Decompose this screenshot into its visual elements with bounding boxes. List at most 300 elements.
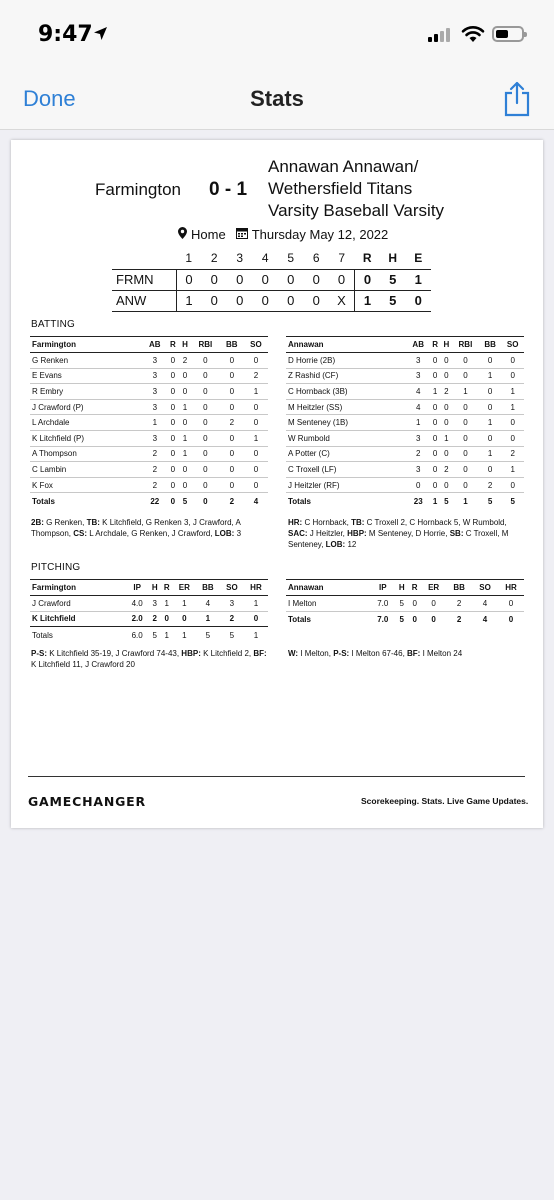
stat-cell: 5 <box>395 596 408 612</box>
stat-cell: 0 <box>167 353 179 369</box>
stat-cell: 1 <box>501 399 524 415</box>
stat-cell: 1 <box>479 446 502 462</box>
column-header: BB <box>446 580 472 596</box>
note-key: LOB: <box>214 529 235 538</box>
total-cell: 5 <box>501 493 524 510</box>
totals-label: Totals <box>32 630 53 640</box>
inning-runs: 0 <box>329 269 355 290</box>
note-key: SAC: <box>288 529 308 538</box>
calendar-icon <box>236 227 248 242</box>
stat-cell: 1 <box>407 415 430 431</box>
inning-runs: 0 <box>227 269 253 290</box>
note-key: HBP: <box>347 529 367 538</box>
done-button[interactable]: Done <box>23 86 76 111</box>
stat-cell: 0 <box>179 384 191 400</box>
column-header: H <box>395 580 408 596</box>
inning-runs: 0 <box>253 290 279 311</box>
stat-cell: 0 <box>429 462 440 478</box>
table-row <box>30 446 268 462</box>
page-title: Stats <box>250 86 304 111</box>
stat-cell: 0 <box>429 399 440 415</box>
inning-runs: 0 <box>278 290 304 311</box>
stat-cell: 0 <box>441 477 452 493</box>
stat-cell: 1 <box>143 415 167 431</box>
inning-header: 1 <box>185 251 193 266</box>
table-row <box>286 399 524 415</box>
stat-cell: 1 <box>179 399 191 415</box>
stat-cell: 0 <box>220 446 244 462</box>
status-time: 9:47 <box>38 22 93 47</box>
column-header: SO <box>220 580 244 596</box>
note-value: C Troxell 2, C Hornback 5, W Rumbold, <box>364 518 507 527</box>
stat-cell: 0 <box>452 353 479 369</box>
total-hits: 5 <box>380 290 406 311</box>
pitching-section-title: PITCHING <box>31 562 81 573</box>
location-arrow-icon <box>93 26 108 46</box>
stat-cell: 2 <box>407 446 430 462</box>
player-name: I Melton <box>286 596 370 612</box>
home-batting-table <box>30 336 268 510</box>
stat-cell: 0 <box>479 462 502 478</box>
column-header: BB <box>220 337 244 353</box>
stat-cell: 0 <box>441 353 452 369</box>
stat-cell: 1 <box>429 384 440 400</box>
note-key: W: <box>288 649 299 658</box>
stat-cell: 0 <box>452 415 479 431</box>
table-header <box>286 580 524 596</box>
column-header: SO <box>244 337 268 353</box>
stat-cell: 1 <box>173 596 196 612</box>
blank-cell <box>112 248 176 269</box>
player-name: C Hornback (3B) <box>286 384 407 400</box>
player-name: D Horrie (2B) <box>286 353 407 369</box>
stat-cell: 0 <box>479 384 502 400</box>
stat-cell: 0 <box>501 353 524 369</box>
stat-cell: 3 <box>407 462 430 478</box>
total-cell: 2 <box>446 611 472 628</box>
player-name: L Archdale <box>30 415 143 431</box>
team-column-header: Annawan <box>286 580 370 596</box>
stat-cell: 3 <box>407 368 430 384</box>
total-cell: 23 <box>407 493 430 510</box>
total-cell: 1 <box>429 493 440 510</box>
stat-cell: 0 <box>452 368 479 384</box>
total-cell: 2 <box>220 493 244 510</box>
total-cell: 7.0 <box>370 611 395 628</box>
stat-cell: 0 <box>441 368 452 384</box>
away-pitching-table <box>286 579 524 628</box>
note-value: I Melton 67-46, <box>349 649 408 658</box>
totals-row <box>30 627 268 644</box>
hits-header: H <box>388 251 398 266</box>
stat-cell: 0 <box>167 384 179 400</box>
total-cell: 22 <box>143 493 167 510</box>
game-location: Home <box>191 227 226 242</box>
stat-cell: 2 <box>446 596 472 612</box>
total-errors: 1 <box>406 269 432 290</box>
totals-label: Totals <box>30 493 143 510</box>
table-row <box>30 462 268 478</box>
note-key: HR: <box>288 518 303 527</box>
total-cell: 5 <box>395 611 408 628</box>
column-header: R <box>167 337 179 353</box>
stats-document <box>11 140 543 828</box>
inning-runs: 0 <box>304 269 330 290</box>
stat-cell: 0 <box>244 353 268 369</box>
inning-header: 5 <box>287 251 295 266</box>
stat-cell: 0 <box>244 399 268 415</box>
note-value: I Melton, <box>298 649 334 658</box>
stat-cell: 0 <box>179 462 191 478</box>
column-header: R <box>408 580 421 596</box>
note-key: TB: <box>86 518 100 527</box>
totals-row <box>30 493 268 510</box>
note-value: J Heitzler, <box>307 529 348 538</box>
note-value: K Litchfield 35-19, J Crawford 74-43, <box>47 649 182 658</box>
total-runs: 1 <box>355 290 381 311</box>
total-cell: 0 <box>498 611 524 628</box>
stat-cell: 1 <box>479 368 502 384</box>
note-value: M Senteney, D Horrie, <box>366 529 450 538</box>
stat-cell: 1 <box>179 430 191 446</box>
note-key: P-S: <box>31 649 47 658</box>
note-key: P-S: <box>333 649 350 658</box>
stat-cell: 2 <box>179 353 191 369</box>
team-column-header: Farmington <box>30 337 143 353</box>
game-info <box>178 227 388 242</box>
stat-cell: 0 <box>167 399 179 415</box>
away-team-line: Annawan Annawan/ <box>268 157 419 176</box>
home-pitching-notes <box>31 648 271 670</box>
note-value: K Litchfield 2, <box>200 649 254 658</box>
player-name: C Lambin <box>30 462 143 478</box>
stat-cell: 1 <box>501 384 524 400</box>
total-cell: 1 <box>452 493 479 510</box>
stat-cell: 4.0 <box>126 596 149 612</box>
stat-cell: 0 <box>501 368 524 384</box>
note-key: 2B: <box>31 518 44 527</box>
stat-cell: 4 <box>407 384 430 400</box>
stat-cell: 3 <box>143 353 167 369</box>
table-header <box>30 337 268 353</box>
stat-cell: 0 <box>244 477 268 493</box>
table-row <box>286 596 524 612</box>
note-value: K Litchfield, G Renken 3, J Crawford, A Thompson, <box>31 518 241 538</box>
total-cell: 5 <box>479 493 502 510</box>
column-header: HR <box>244 580 268 596</box>
stat-cell: 2 <box>143 477 167 493</box>
line-score-row <box>112 269 431 290</box>
stat-cell: 0 <box>220 477 244 493</box>
stat-cell: 0 <box>452 446 479 462</box>
column-header: ER <box>421 580 446 596</box>
column-header: RBI <box>452 337 479 353</box>
team-abbrev: ANW <box>112 290 176 311</box>
stat-cell: 2 <box>149 611 161 627</box>
column-header: HR <box>498 580 524 596</box>
table-row <box>30 384 268 400</box>
note-value: L Archdale, G Renken, J Crawford, <box>87 529 215 538</box>
stat-cell: 0 <box>429 353 440 369</box>
stat-cell: 2 <box>244 368 268 384</box>
total-errors: 0 <box>406 290 432 311</box>
totals-label: Totals <box>286 611 370 628</box>
stat-cell: 0 <box>191 399 220 415</box>
line-score <box>112 248 431 312</box>
stat-cell: 0 <box>179 477 191 493</box>
stat-cell: 0 <box>441 399 452 415</box>
total-cell: 4 <box>244 493 268 510</box>
total-cell: 5 <box>205 630 211 640</box>
player-name: A Potter (C) <box>286 446 407 462</box>
stat-cell: 1 <box>244 384 268 400</box>
stat-cell: 0 <box>429 430 440 446</box>
stat-cell: 0 <box>421 596 446 612</box>
note-key: CS: <box>73 529 88 538</box>
table-row <box>30 430 268 446</box>
wifi-icon <box>461 25 485 48</box>
column-header: RBI <box>191 337 220 353</box>
stat-cell: 0 <box>501 415 524 431</box>
stat-cell: 0 <box>191 384 220 400</box>
inning-header: 6 <box>312 251 320 266</box>
away-batting-table <box>286 336 524 510</box>
away-batting-notes <box>288 517 528 550</box>
player-name: K Litchfield <box>30 611 126 627</box>
player-name: M Heitzler (SS) <box>286 399 407 415</box>
table-row <box>286 384 524 400</box>
stat-cell: 0 <box>429 446 440 462</box>
player-name: J Heitzler (RF) <box>286 477 407 493</box>
table-row <box>286 368 524 384</box>
player-name: G Renken <box>30 353 143 369</box>
column-header: H <box>179 337 191 353</box>
total-cell: 1 <box>253 630 259 640</box>
stat-cell: 0 <box>179 368 191 384</box>
player-name: K Fox <box>30 477 143 493</box>
stat-cell: 0 <box>191 430 220 446</box>
total-cell: 6.0 <box>131 630 143 640</box>
battery-icon <box>492 26 524 42</box>
note-key: SB: <box>449 529 464 538</box>
stat-cell: 2 <box>501 446 524 462</box>
stat-cell: 0 <box>441 415 452 431</box>
note-key: LOB: <box>325 540 346 549</box>
team-abbrev: FRMN <box>112 269 176 290</box>
location-pin-icon <box>178 227 187 242</box>
stat-cell: 1 <box>179 446 191 462</box>
table-header <box>286 337 524 353</box>
stat-cell: 0 <box>479 353 502 369</box>
table-row <box>30 477 268 493</box>
column-header: R <box>429 337 440 353</box>
errors-header: E <box>414 251 423 266</box>
table-row <box>30 368 268 384</box>
stat-cell: 0 <box>501 477 524 493</box>
home-pitching-table <box>30 579 268 644</box>
table-row <box>286 477 524 493</box>
column-header: BB <box>479 337 502 353</box>
note-value: G Renken, <box>43 518 87 527</box>
stat-cell: 0 <box>244 462 268 478</box>
stat-cell: 0 <box>167 368 179 384</box>
inning-runs: X <box>329 290 355 311</box>
note-value: K Litchfield 11, J Crawford 20 <box>31 660 135 669</box>
stat-cell: 3 <box>149 596 161 612</box>
stat-cell: 0 <box>452 462 479 478</box>
line-score-header <box>112 248 431 269</box>
column-header: BB <box>196 580 220 596</box>
note-key: HBP: <box>181 649 201 658</box>
runs-header: R <box>362 251 372 266</box>
stat-cell: 0 <box>244 611 268 627</box>
column-header: AB <box>143 337 167 353</box>
gamechanger-logo: GAMECHANGER <box>28 794 146 809</box>
stat-cell: 0 <box>501 430 524 446</box>
inning-runs: 0 <box>227 290 253 311</box>
stat-cell: 1 <box>501 462 524 478</box>
note-key: BF: <box>407 649 421 658</box>
stat-cell: 0 <box>220 430 244 446</box>
inning-runs: 0 <box>176 269 202 290</box>
stat-cell: 0 <box>441 446 452 462</box>
totals-label: Totals <box>286 493 407 510</box>
column-header: R <box>161 580 173 596</box>
stat-cell: 0 <box>244 415 268 431</box>
team-column-header: Farmington <box>30 580 126 596</box>
stat-cell: 0 <box>167 477 179 493</box>
home-batting-notes <box>31 517 271 539</box>
stat-cell: 2 <box>143 446 167 462</box>
stat-cell: 2 <box>479 477 502 493</box>
column-header: SO <box>472 580 498 596</box>
navigation-bar <box>0 70 554 130</box>
table-header <box>30 580 268 596</box>
stat-cell: 3 <box>407 353 430 369</box>
note-key: BF: <box>253 649 267 658</box>
home-team-name: Farmington <box>95 180 181 199</box>
total-cell: 5 <box>441 493 452 510</box>
note-key: TB: <box>351 518 365 527</box>
stat-cell: 1 <box>161 596 173 612</box>
total-cell: 0 <box>421 611 446 628</box>
stat-cell: 3 <box>143 430 167 446</box>
total-cell: 0 <box>167 493 179 510</box>
inning-header: 2 <box>210 251 218 266</box>
total-cell: 5 <box>152 630 157 640</box>
stat-cell: 0 <box>452 430 479 446</box>
player-name: K Litchfield (P) <box>30 430 143 446</box>
column-header: H <box>441 337 452 353</box>
note-value: 3 <box>234 529 242 538</box>
totals-row <box>286 611 524 628</box>
stat-cell: 0 <box>479 399 502 415</box>
stat-cell: 0 <box>220 399 244 415</box>
stat-cell: 0 <box>220 384 244 400</box>
stat-cell: 0 <box>220 368 244 384</box>
total-hits: 5 <box>380 269 406 290</box>
stat-cell: 3 <box>220 596 244 612</box>
stat-cell: 3 <box>407 430 430 446</box>
stat-cell: 0 <box>498 596 524 612</box>
note-value: 12 <box>345 540 357 549</box>
away-team-name <box>268 156 528 222</box>
stat-cell: 0 <box>220 353 244 369</box>
batting-section-title: BATTING <box>31 319 75 330</box>
note-value: C Troxell, M Senteney, <box>288 529 509 549</box>
table-row <box>30 353 268 369</box>
stat-cell: 1 <box>452 384 479 400</box>
team-column-header: Annawan <box>286 337 407 353</box>
stat-cell: 0 <box>167 415 179 431</box>
table-row <box>30 415 268 431</box>
stat-cell: 4 <box>472 596 498 612</box>
column-header: IP <box>370 580 395 596</box>
table-row <box>286 462 524 478</box>
table-row <box>30 399 268 415</box>
player-name: C Troxell (LF) <box>286 462 407 478</box>
cellular-signal-icon <box>428 28 450 42</box>
note-value: C Hornback, <box>302 518 352 527</box>
stat-cell: 0 <box>191 462 220 478</box>
stat-cell: 0 <box>479 430 502 446</box>
column-header: AB <box>407 337 430 353</box>
status-bar <box>0 0 554 70</box>
inning-header: 7 <box>338 251 346 266</box>
player-name: E Evans <box>30 368 143 384</box>
totals-row <box>286 493 524 510</box>
table-row <box>286 446 524 462</box>
column-header: H <box>149 580 161 596</box>
player-name: R Embry <box>30 384 143 400</box>
inning-runs: 0 <box>202 290 228 311</box>
share-icon[interactable] <box>502 80 532 123</box>
stat-cell: 3 <box>143 368 167 384</box>
stat-cell: 0 <box>407 477 430 493</box>
stat-cell: 0 <box>167 462 179 478</box>
column-header: IP <box>126 580 149 596</box>
stat-cell: 1 <box>244 430 268 446</box>
stat-cell: 2 <box>220 415 244 431</box>
stat-cell: 3 <box>143 384 167 400</box>
total-cell: 1 <box>182 630 187 640</box>
player-name: J Crawford (P) <box>30 399 143 415</box>
player-name: M Senteney (1B) <box>286 415 407 431</box>
table-row <box>30 596 268 612</box>
stat-cell: 0 <box>429 368 440 384</box>
stat-cell: 2 <box>441 384 452 400</box>
inning-runs: 0 <box>253 269 279 290</box>
away-pitching-notes <box>288 648 528 659</box>
stat-cell: 4 <box>196 596 220 612</box>
footer-tagline: Scorekeeping. Stats. Live Game Updates. <box>361 796 529 806</box>
stat-cell: 0 <box>452 477 479 493</box>
stat-cell: 0 <box>220 462 244 478</box>
line-score-row <box>112 290 431 311</box>
stat-cell: 0 <box>191 415 220 431</box>
player-name: W Rumbold <box>286 430 407 446</box>
away-team-line: Varsity Baseball Varsity <box>268 201 445 220</box>
total-cell: 5 <box>229 630 235 640</box>
total-runs: 0 <box>355 269 381 290</box>
stat-cell: 0 <box>191 446 220 462</box>
stat-cell: 4 <box>407 399 430 415</box>
stat-cell: 0 <box>429 415 440 431</box>
inning-runs: 0 <box>304 290 330 311</box>
stat-cell: 1 <box>244 596 268 612</box>
stat-cell: 1 <box>479 415 502 431</box>
stat-cell: 2.0 <box>126 611 149 627</box>
